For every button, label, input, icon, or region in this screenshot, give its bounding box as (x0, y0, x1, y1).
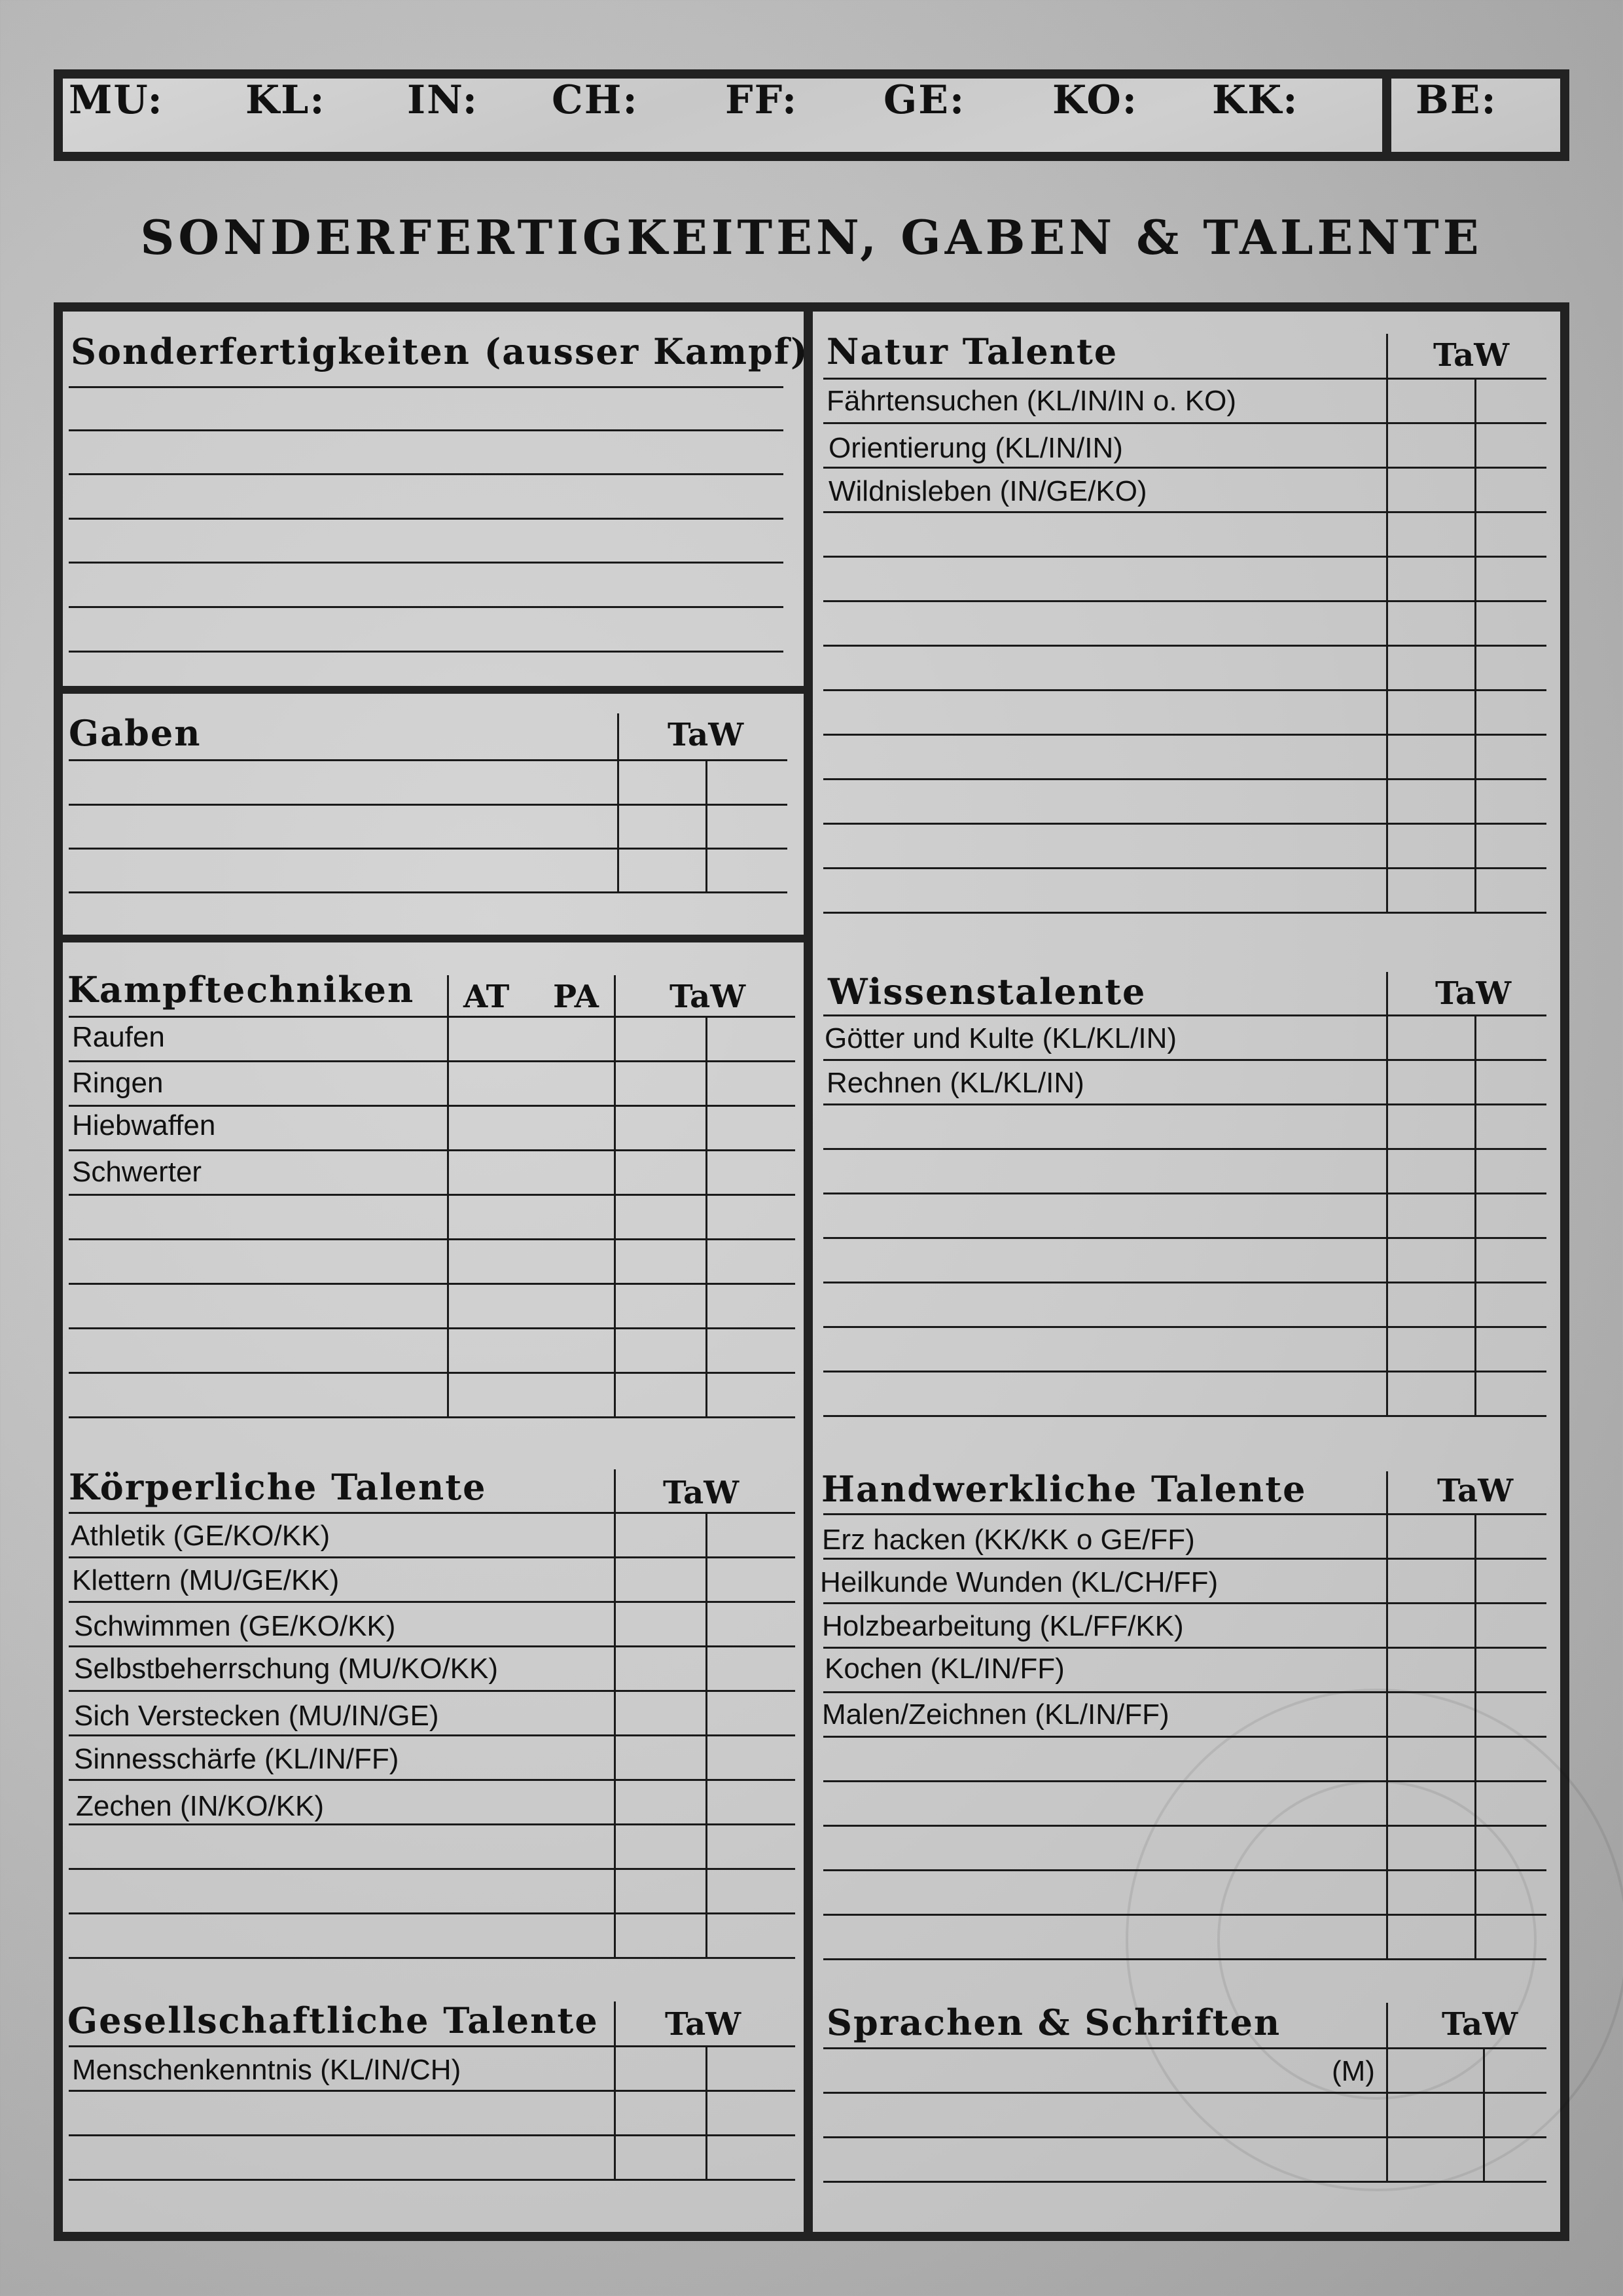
koerperliche-row-5: Sich Verstecken (MU/IN/GE) (74, 1700, 439, 1732)
write-line (823, 1691, 1546, 1693)
sonderfertigkeiten-title: Sonderfertigkeiten (ausser Kampf) (71, 331, 809, 372)
column-divider (617, 713, 619, 891)
write-line (823, 1014, 1546, 1016)
write-line (69, 1060, 795, 1062)
write-line (69, 2090, 795, 2092)
column-divider (447, 975, 449, 1416)
write-line (823, 1415, 1546, 1417)
sprachen-title: Sprachen & Schriften (827, 2001, 1281, 2043)
write-line (823, 778, 1546, 780)
write-line (69, 1416, 795, 1418)
handwerk-row-2: Heilkunde Wunden (KL/CH/FF) (820, 1566, 1219, 1598)
kampf-pa-header: PA (553, 978, 599, 1015)
write-line (823, 511, 1546, 513)
write-line (69, 429, 783, 431)
write-line (69, 651, 783, 653)
write-line (69, 386, 783, 388)
column-divider (1483, 2047, 1485, 2181)
attr-ko-label: KO: (1052, 77, 1138, 123)
write-line (69, 1868, 795, 1870)
write-line (69, 1957, 795, 1959)
write-line (69, 1690, 795, 1692)
write-line (69, 1016, 795, 1018)
compass-inner-ring (1217, 1780, 1537, 2100)
write-line (69, 1823, 795, 1825)
wissen-row-2: Rechnen (KL/KL/IN) (827, 1067, 1084, 1099)
column-divider (705, 2045, 707, 2179)
write-line (823, 1237, 1546, 1239)
natur-row-3: Wildnisleben (IN/GE/KO) (829, 475, 1147, 507)
wissen-taw-header: TaW (1435, 975, 1512, 1012)
column-divider (705, 1512, 707, 1957)
write-line (823, 1558, 1546, 1560)
sprachen-taw-header: TaW (1442, 2006, 1518, 2043)
write-line (823, 2092, 1546, 2094)
gesellschaftliche-row-1: Menschenkenntnis (KL/IN/CH) (72, 2054, 461, 2086)
handwerk-taw-header: TaW (1437, 1473, 1514, 1509)
write-line (823, 2047, 1546, 2049)
sprachen-mother-marker: (M) (1332, 2055, 1375, 2087)
page-title: SONDERFERTIGKEITEN, GABEN & TALENTE (140, 209, 1483, 265)
column-divider (1386, 972, 1388, 1415)
write-line (69, 518, 783, 520)
kampf-at-header: AT (463, 978, 510, 1015)
gesellschaftliche-taw-header: TaW (665, 2006, 741, 2043)
koerperliche-row-3: Schwimmen (GE/KO/KK) (74, 1610, 396, 1642)
koerperliche-row-2: Klettern (MU/GE/KK) (72, 1564, 340, 1596)
handwerk-title: Handwerkliche Talente (821, 1468, 1307, 1510)
write-line (69, 1149, 795, 1151)
column-divider (705, 759, 707, 891)
write-line (823, 2181, 1546, 2183)
attr-ff-label: FF: (725, 77, 798, 123)
attribute-divider (1382, 69, 1391, 161)
koerperliche-row-4: Selbstbeherrschung (MU/KO/KK) (74, 1653, 499, 1685)
write-line (823, 1193, 1546, 1194)
write-line (823, 867, 1546, 869)
natur-title: Natur Talente (827, 331, 1118, 372)
write-line (69, 1105, 795, 1107)
koerperliche-title: Körperliche Talente (69, 1466, 487, 1508)
write-line (69, 1601, 795, 1603)
write-line (823, 1371, 1546, 1372)
write-line (823, 1103, 1546, 1105)
write-line (69, 1372, 795, 1374)
write-line (69, 1734, 795, 1736)
write-line (823, 422, 1546, 424)
column-divider (614, 975, 616, 1416)
left-divider-1 (54, 686, 813, 694)
write-line (69, 2045, 795, 2047)
natur-row-1: Fährtensuchen (KL/IN/IN o. KO) (827, 385, 1237, 417)
write-line (823, 1513, 1546, 1515)
attr-be-label: BE: (1416, 77, 1497, 123)
attr-in-label: IN: (407, 77, 478, 123)
write-line (823, 1059, 1546, 1061)
write-line (69, 891, 787, 893)
write-line (823, 1326, 1546, 1328)
attr-mu-label: MU: (69, 77, 164, 123)
write-line (823, 823, 1546, 825)
write-line (823, 600, 1546, 602)
write-line (823, 1602, 1546, 1604)
write-line (69, 1238, 795, 1240)
write-line (69, 1327, 795, 1329)
koerperliche-row-7: Zechen (IN/KO/KK) (76, 1790, 325, 1822)
write-line (69, 2179, 795, 2181)
write-line (69, 1645, 795, 1647)
gaben-title: Gaben (69, 712, 202, 754)
write-line (69, 1283, 795, 1285)
koerperliche-row-1: Athletik (GE/KO/KK) (71, 1520, 330, 1552)
attr-ge-label: GE: (883, 77, 966, 123)
column-divider (1386, 1471, 1388, 1958)
column-divider (614, 2001, 616, 2179)
write-line (823, 689, 1546, 691)
natur-taw-header: TaW (1433, 337, 1510, 374)
write-line (823, 556, 1546, 558)
column-divider (1386, 334, 1388, 912)
write-line (69, 606, 783, 608)
write-line (823, 912, 1546, 914)
kampf-row-4: Schwerter (72, 1156, 202, 1188)
write-line (823, 1869, 1546, 1871)
column-divider (1474, 1513, 1476, 1958)
write-line (69, 1912, 795, 1914)
attr-kk-label: KK: (1212, 77, 1299, 123)
column-divider (1474, 378, 1476, 912)
natur-row-2: Orientierung (KL/IN/IN) (829, 432, 1123, 464)
attr-kl-label: KL: (245, 77, 326, 123)
write-line (823, 1736, 1546, 1738)
write-line (823, 1914, 1546, 1916)
write-line (823, 378, 1546, 380)
write-line (69, 1556, 795, 1558)
write-line (69, 1512, 795, 1514)
kampf-taw-header: TaW (669, 978, 746, 1015)
write-line (69, 473, 783, 475)
attr-ch-label: CH: (552, 77, 639, 123)
write-line (823, 1780, 1546, 1782)
koerperliche-row-6: Sinnesschärfe (KL/IN/FF) (74, 1743, 399, 1775)
write-line (69, 1779, 795, 1781)
koerperliche-taw-header: TaW (663, 1475, 740, 1511)
column-divider (1474, 1014, 1476, 1415)
wissen-title: Wissenstalente (828, 971, 1147, 1013)
column-divider (614, 1469, 616, 1957)
write-line (823, 1825, 1546, 1827)
write-line (823, 2136, 1546, 2138)
write-line (823, 1282, 1546, 1283)
write-line (69, 2134, 795, 2136)
write-line (823, 467, 1546, 469)
left-divider-2 (54, 935, 813, 942)
column-divider (705, 1016, 707, 1416)
gaben-taw-header: TaW (668, 717, 744, 753)
wissen-row-1: Götter und Kulte (KL/KL/IN) (825, 1022, 1177, 1054)
write-line (69, 562, 783, 564)
handwerk-row-5: Malen/Zeichnen (KL/IN/FF) (822, 1698, 1169, 1731)
write-line (823, 734, 1546, 736)
handwerk-row-4: Kochen (KL/IN/FF) (825, 1653, 1065, 1685)
handwerk-row-3: Holzbearbeitung (KL/FF/KK) (822, 1610, 1184, 1642)
write-line (69, 804, 787, 806)
write-line (823, 1148, 1546, 1150)
write-line (69, 848, 787, 850)
column-divider (1386, 2003, 1388, 2181)
write-line (823, 645, 1546, 647)
write-line (823, 1647, 1546, 1649)
kampf-row-3: Hiebwaffen (72, 1109, 216, 1141)
handwerk-row-1: Erz hacken (KK/KK o GE/FF) (822, 1524, 1195, 1556)
kampf-row-2: Ringen (72, 1067, 164, 1099)
kampftechniken-title: Kampftechniken (67, 969, 415, 1011)
write-line (823, 1958, 1546, 1960)
kampf-row-1: Raufen (72, 1021, 165, 1053)
center-divider (804, 302, 813, 2241)
write-line (69, 1194, 795, 1196)
gesellschaftliche-title: Gesellschaftliche Talente (67, 2000, 599, 2041)
write-line (69, 759, 787, 761)
